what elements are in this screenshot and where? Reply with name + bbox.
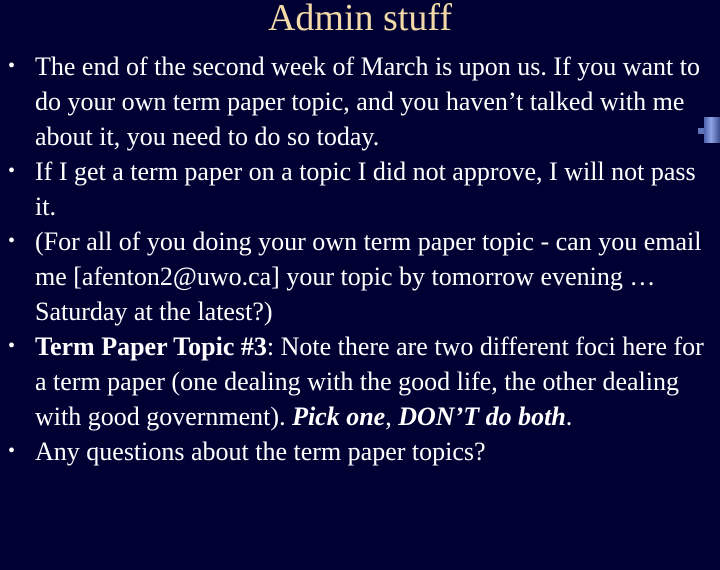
bullet-text: The end of the second week of March is upon us. If you want to do your own term paper topic, and you haven’t talked with me about it, you need to do so today. — [35, 52, 700, 151]
bullet-item-questions — [8, 434, 716, 469]
bullet-text: Any questions about the term paper topics? — [35, 437, 486, 466]
slide-title: Admin stuff — [267, 0, 453, 39]
bullet-item-topic-3 — [8, 329, 716, 434]
bullet-text: If I get a term paper on a topic I did not approve, I will not pass it. — [35, 157, 696, 221]
bullet-icon: • — [8, 440, 16, 462]
topic-emphasis-pick-one: Pick one — [292, 402, 386, 431]
bullet-item-approval — [8, 154, 716, 224]
bullet-icon: • — [8, 55, 16, 77]
bullet-icon: • — [8, 335, 16, 357]
bullet-icon: • — [8, 230, 16, 252]
bullet-item-email — [8, 224, 716, 329]
topic-emphasis-dont-do-both: DON’T do both — [398, 402, 566, 431]
bullet-list — [8, 49, 716, 469]
topic-text-part-c: . — [565, 402, 573, 431]
topic-label: Term Paper Topic #3 — [35, 332, 267, 361]
topic-text-part-b: , — [385, 402, 399, 431]
bullet-icon: • — [8, 160, 16, 182]
bullet-item-deadline — [8, 49, 716, 154]
bullet-text: (For all of you doing your own term paper topic - can you email me [afenton2@uwo.ca] your topic by tomorrow evening … Saturday at the latest?) — [35, 227, 702, 326]
topic-text-part-a: : Note there are two different foci here for a term paper (one dealing with the good life, the other dealing with good government). — [35, 332, 704, 431]
